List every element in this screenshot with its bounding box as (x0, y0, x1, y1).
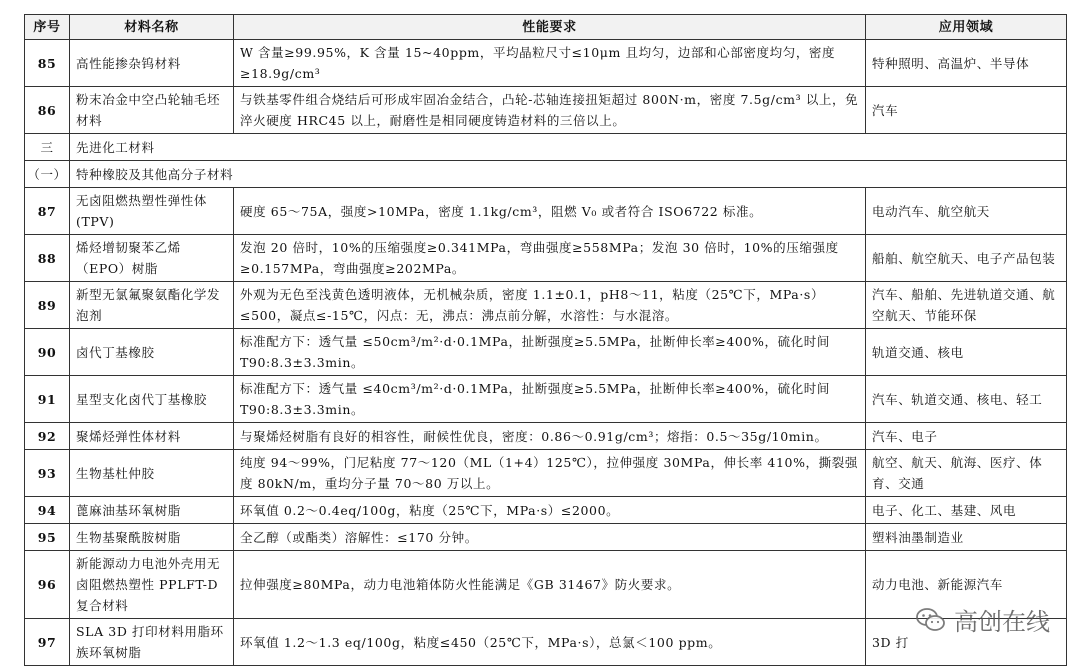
table-row (25, 619, 1067, 666)
table-row (25, 282, 1067, 329)
application-field: 航空、航天、航海、医疗、体育、交通 (866, 450, 1067, 497)
table-row (25, 450, 1067, 497)
table-row (25, 524, 1067, 551)
row-number: 88 (25, 235, 70, 282)
material-name: 烯烃增韧聚苯乙烯（EPO）树脂 (70, 235, 234, 282)
header-application: 应用领域 (866, 15, 1067, 40)
application-field: 特种照明、高温炉、半导体 (866, 40, 1067, 87)
application-field: 电动汽车、航空航天 (866, 188, 1067, 235)
table-body (25, 40, 1067, 666)
performance-spec: 与铁基零件组合烧结后可形成牢固冶金结合，凸轮-芯轴连接扭矩超过 800N·m，密度 7.5g/cm³ 以上，免淬火硬度 HRC45 以上，耐磨性是相同硬度铸造材料的三倍以上。 (234, 87, 866, 134)
row-number: 95 (25, 524, 70, 551)
material-name: 星型支化卤代丁基橡胶 (70, 376, 234, 423)
wechat-icon (916, 607, 946, 633)
row-number: 97 (25, 619, 70, 666)
section-number: （一） (25, 161, 70, 188)
performance-spec: 标准配方下：透气量 ≤50cm³/m²·d·0.1MPa，扯断强度≥5.5MPa，扯断伸长率≥400%，硫化时间 T90:8.3±3.3min。 (234, 329, 866, 376)
header-performance: 性能要求 (234, 15, 866, 40)
performance-spec: 与聚烯烃树脂有良好的相容性，耐候性优良，密度：0.86～0.91g/cm³；熔指：0.5～35g/10min。 (234, 423, 866, 450)
application-field: 电子、化工、基建、风电 (866, 497, 1067, 524)
watermark-text: 高创在线 (954, 608, 1050, 636)
application-field: 汽车、船舶、先进轨道交通、航空航天、节能环保 (866, 282, 1067, 329)
section-title: 特种橡胶及其他高分子材料 (70, 161, 1067, 188)
header-num: 序号 (25, 15, 70, 40)
application-field: 汽车、轨道交通、核电、轻工 (866, 376, 1067, 423)
performance-spec: 硬度 65～75A，强度>10MPa，密度 1.1kg/cm³，阻燃 V₀ 或者符合 ISO6722 标准。 (234, 188, 866, 235)
application-field: 轨道交通、核电 (866, 329, 1067, 376)
application-field: 船舶、航空航天、电子产品包装 (866, 235, 1067, 282)
material-name: 新能源动力电池外壳用无卤阻燃热塑性 PPLFT-D 复合材料 (70, 551, 234, 619)
application-field: 汽车、电子 (866, 423, 1067, 450)
performance-spec: 纯度 94～99%，门尼粘度 77～120（ML（1+4）125℃），拉伸强度 30MPa，伸长率 410%，撕裂强度 80kN/m，重均分子量 70～80 万以上。 (234, 450, 866, 497)
section-row (25, 161, 1067, 188)
table-row (25, 329, 1067, 376)
section-title: 先进化工材料 (70, 134, 1067, 161)
material-name: 卤代丁基橡胶 (70, 329, 234, 376)
material-name: 生物基聚酰胺树脂 (70, 524, 234, 551)
performance-spec: 拉伸强度≥80MPa，动力电池箱体防火性能满足《GB 31467》防火要求。 (234, 551, 866, 619)
row-number: 86 (25, 87, 70, 134)
row-number: 91 (25, 376, 70, 423)
performance-spec: 环氧值 0.2～0.4eq/100g，粘度（25℃下，MPa·s）≤2000。 (234, 497, 866, 524)
performance-spec: 发泡 20 倍时，10%的压缩强度≥0.341MPa，弯曲强度≥558MPa；发泡 30 倍时，10%的压缩强度≥0.157MPa，弯曲强度≥202MPa。 (234, 235, 866, 282)
table-row (25, 235, 1067, 282)
watermark (916, 602, 1050, 637)
row-number: 93 (25, 450, 70, 497)
table-row (25, 87, 1067, 134)
row-number: 89 (25, 282, 70, 329)
material-name: 无卤阻燃热塑性弹性体(TPV) (70, 188, 234, 235)
row-number: 94 (25, 497, 70, 524)
table-row (25, 188, 1067, 235)
table-row (25, 40, 1067, 87)
material-name: 生物基杜仲胶 (70, 450, 234, 497)
section-number: 三 (25, 134, 70, 161)
performance-spec: 环氧值 1.2～1.3 eq/100g，粘度≤450（25℃下，MPa·s），总氯＜100 ppm。 (234, 619, 866, 666)
performance-spec: 外观为无色至浅黄色透明液体，无机械杂质，密度 1.1±0.1，pH8～11，粘度（25℃下，MPa·s）≤500，凝点≤-15℃，闪点：无，沸点：沸点前分解，水溶性：与水混溶。 (234, 282, 866, 329)
material-name: SLA 3D 打印材料用脂环族环氧树脂 (70, 619, 234, 666)
performance-spec: W 含量≥99.95%，K 含量 15~40ppm，平均晶粒尺寸≤10μm 且均匀，边部和心部密度均匀，密度≥18.9g/cm³ (234, 40, 866, 87)
application-field: 汽车 (866, 87, 1067, 134)
section-row (25, 134, 1067, 161)
table-row (25, 551, 1067, 619)
material-name: 高性能掺杂钨材料 (70, 40, 234, 87)
row-number: 85 (25, 40, 70, 87)
application-field: 3D 打 (866, 619, 1067, 666)
table-row (25, 423, 1067, 450)
row-number: 87 (25, 188, 70, 235)
material-name: 粉末冶金中空凸轮轴毛坯材料 (70, 87, 234, 134)
row-number: 96 (25, 551, 70, 619)
materials-table (24, 14, 1067, 666)
material-name: 聚烯烃弹性体材料 (70, 423, 234, 450)
application-field: 塑料油墨制造业 (866, 524, 1067, 551)
material-name: 新型无氯氟聚氨酯化学发泡剂 (70, 282, 234, 329)
table-header-row (25, 15, 1067, 40)
table-row (25, 376, 1067, 423)
header-material-name: 材料名称 (70, 15, 234, 40)
performance-spec: 全乙醇（或酯类）溶解性：≤170 分钟。 (234, 524, 866, 551)
row-number: 90 (25, 329, 70, 376)
performance-spec: 标准配方下：透气量 ≤40cm³/m²·d·0.1MPa，扯断强度≥5.5MPa，扯断伸长率≥400%，硫化时间 T90:8.3±3.3min。 (234, 376, 866, 423)
row-number: 92 (25, 423, 70, 450)
table-row (25, 497, 1067, 524)
application-field: 动力电池、新能源汽车 (866, 551, 1067, 619)
material-name: 蓖麻油基环氧树脂 (70, 497, 234, 524)
